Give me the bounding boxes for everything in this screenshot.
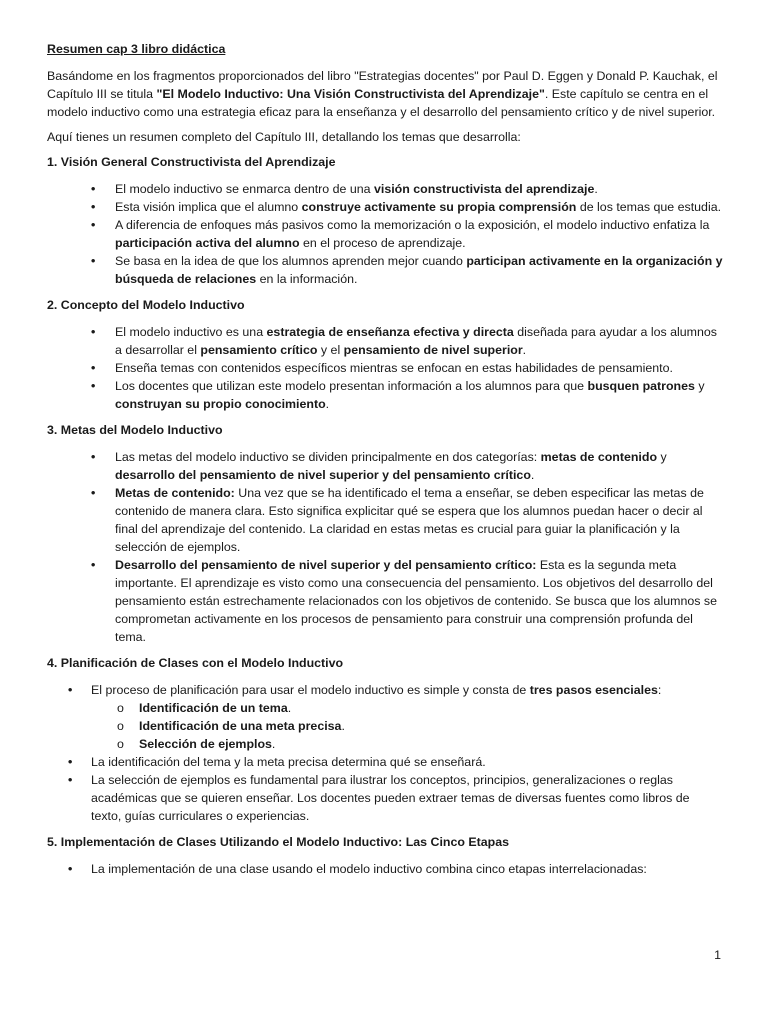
bold-text: desarrollo del pensamiento de nivel superior y del pensamiento crítico xyxy=(115,468,531,482)
text-run: La implementación de una clase usando el modelo inductivo combina cinco etapas interrelacionadas: xyxy=(91,862,647,876)
bullet-list xyxy=(47,323,723,413)
bold-text: Identificación de un tema xyxy=(139,701,288,715)
text-run: y xyxy=(657,450,667,464)
text-run: La identificación del tema y la meta precisa determina qué se enseñará. xyxy=(91,755,486,769)
text-run: Se basa en la idea de que los alumnos aprenden mejor cuando xyxy=(115,254,467,268)
bullet-list xyxy=(47,180,723,288)
section-heading: 5. Implementación de Clases Utilizando el Modelo Inductivo: Las Cinco Etapas xyxy=(47,835,509,849)
document-page xyxy=(47,40,723,886)
document-title: Resumen cap 3 libro didáctica xyxy=(47,42,226,56)
bold-text: estrategia de enseñanza efectiva y directa xyxy=(266,325,514,339)
text-run: Esta es la segunda meta importante. El aprendizaje es visto como una consecuencia del pensamiento. Los objetivos del desarrollo del pensamiento están estrechamente relacionados con los objetivos de contenido. Se busca que los alumnos se comprometan activamente en los procesos de pensamiento para construir una comprensión profunda del tema. xyxy=(115,558,718,644)
sections-container xyxy=(47,153,723,878)
bold-text: metas de contenido xyxy=(540,450,658,464)
text-run: El proceso de planificación para usar el modelo inductivo es simple y consta de xyxy=(91,683,530,697)
text-run: y xyxy=(694,379,705,393)
bold-text: participan activamente en la organización y búsqueda de relaciones xyxy=(115,254,723,286)
bold-text: visión constructivista del aprendizaje xyxy=(373,182,595,196)
text-run: El modelo inductivo se enmarca dentro de una xyxy=(115,182,374,196)
bullet-item xyxy=(47,681,723,753)
text-run: Enseña temas con contenidos específicos mientras se enfocan en estas habilidades de pensamiento. xyxy=(115,361,673,375)
section-heading: 3. Metas del Modelo Inductivo xyxy=(47,423,223,437)
bold-text: "El Modelo Inductivo: Una Visión Constructivista del Aprendizaje" xyxy=(156,87,545,101)
text-run: en la información. xyxy=(256,272,358,286)
text-run: y el xyxy=(317,343,344,357)
text-run: Esta visión implica que el alumno xyxy=(115,200,302,214)
bullet-list xyxy=(47,860,723,878)
summary-lead: Aquí tienes un resumen completo del Capítulo III, detallando los temas que desarrolla: xyxy=(47,130,521,144)
bold-text: Identificación de una meta precisa xyxy=(139,719,342,733)
bullet-item xyxy=(47,180,723,198)
bullet-item xyxy=(47,771,723,825)
bullet-item xyxy=(47,448,723,484)
page-number: 1 xyxy=(714,948,721,962)
bullet-item xyxy=(47,216,723,252)
bold-text: pensamiento crítico xyxy=(200,343,318,357)
text-run: . xyxy=(341,719,345,733)
text-run: . Este capítulo se centra en el modelo inductivo como una estrategia eficaz para la enseñanza y el desarrollo del pensamiento crítico y de nivel superior. xyxy=(47,87,716,119)
text-run: Basándome en los fragmentos proporcionados del libro "Estrategias docentes" por Paul D. Eggen y Donald P. Kauchak, el Capítulo III se titula xyxy=(47,69,718,101)
text-run: . xyxy=(271,737,276,751)
text-run: . xyxy=(594,182,598,196)
bullet-item xyxy=(47,252,723,288)
bold-text: Metas de contenido: xyxy=(115,486,235,500)
text-run: A diferencia de enfoques más pasivos como la memorización o la exposición, el modelo inductivo enfatiza la xyxy=(115,218,710,232)
section-heading: 2. Concepto del Modelo Inductivo xyxy=(47,298,245,312)
sub-bullet-item xyxy=(47,699,723,717)
text-run: diseñada para ayudar a los alumnos a desarrollar el xyxy=(115,325,717,357)
text-run: : xyxy=(657,683,662,697)
bullet-list xyxy=(47,681,723,825)
bold-text: construyan su propio conocimiento xyxy=(115,397,326,411)
bullet-item xyxy=(47,377,723,413)
sub-bullet-item xyxy=(47,717,723,735)
text-run: Los docentes que utilizan este modelo presentan información a los alumnos para que xyxy=(115,379,588,393)
text-run: . xyxy=(522,343,527,357)
bullet-item xyxy=(47,484,723,556)
bullet-item xyxy=(47,323,723,359)
bold-text: tres pasos esenciales xyxy=(529,683,658,697)
text-run: La selección de ejemplos es fundamental para ilustrar los conceptos, principios, generalizaciones o reglas académicas que se quieren enseñar. Los docentes pueden extraer temas de diversas fuentes como libros de texto, guías curriculares o experiencias. xyxy=(91,773,690,823)
sub-bullet-list xyxy=(91,699,723,753)
bullet-item xyxy=(47,359,723,377)
sub-bullet-item xyxy=(47,735,723,753)
bold-text: Desarrollo del pensamiento de nivel superior y del pensamiento crítico: xyxy=(115,558,537,572)
bold-text: participación activa del alumno xyxy=(115,236,300,250)
bullet-item xyxy=(47,753,723,771)
bullet-item xyxy=(47,556,723,646)
text-run: de los temas que estudia. xyxy=(576,200,722,214)
bullet-list xyxy=(47,448,723,646)
text-run: El modelo inductivo es una xyxy=(115,325,267,339)
text-run: . xyxy=(287,701,292,715)
text-run: Una vez que se ha identificado el tema a enseñar, se deben especificar las metas de contenido de manera clara. Esto significa explicitar qué se espera que los alumnos puedan hacer o decir al final del aprendizaje del contenido. La claridad en estas metas es crucial para guiar la planificación y la selección de ejemplos. xyxy=(115,486,704,554)
section-heading: 1. Visión General Constructivista del Aprendizaje xyxy=(47,155,336,169)
bold-text: construye activamente su propia comprensión xyxy=(301,200,577,214)
text-run: en el proceso de aprendizaje. xyxy=(299,236,466,250)
bold-text: Selección de ejemplos xyxy=(139,737,272,751)
intro-paragraph xyxy=(47,67,723,121)
text-run: Las metas del modelo inductivo se dividen principalmente en dos categorías: xyxy=(115,450,541,464)
bold-text: pensamiento de nivel superior xyxy=(343,343,523,357)
section-heading: 4. Planificación de Clases con el Modelo Inductivo xyxy=(47,656,344,670)
bold-text: busquen patrones xyxy=(587,379,695,393)
bullet-item xyxy=(47,860,723,878)
text-run: . xyxy=(325,397,330,411)
bullet-item xyxy=(47,198,723,216)
text-run: . xyxy=(530,468,535,482)
